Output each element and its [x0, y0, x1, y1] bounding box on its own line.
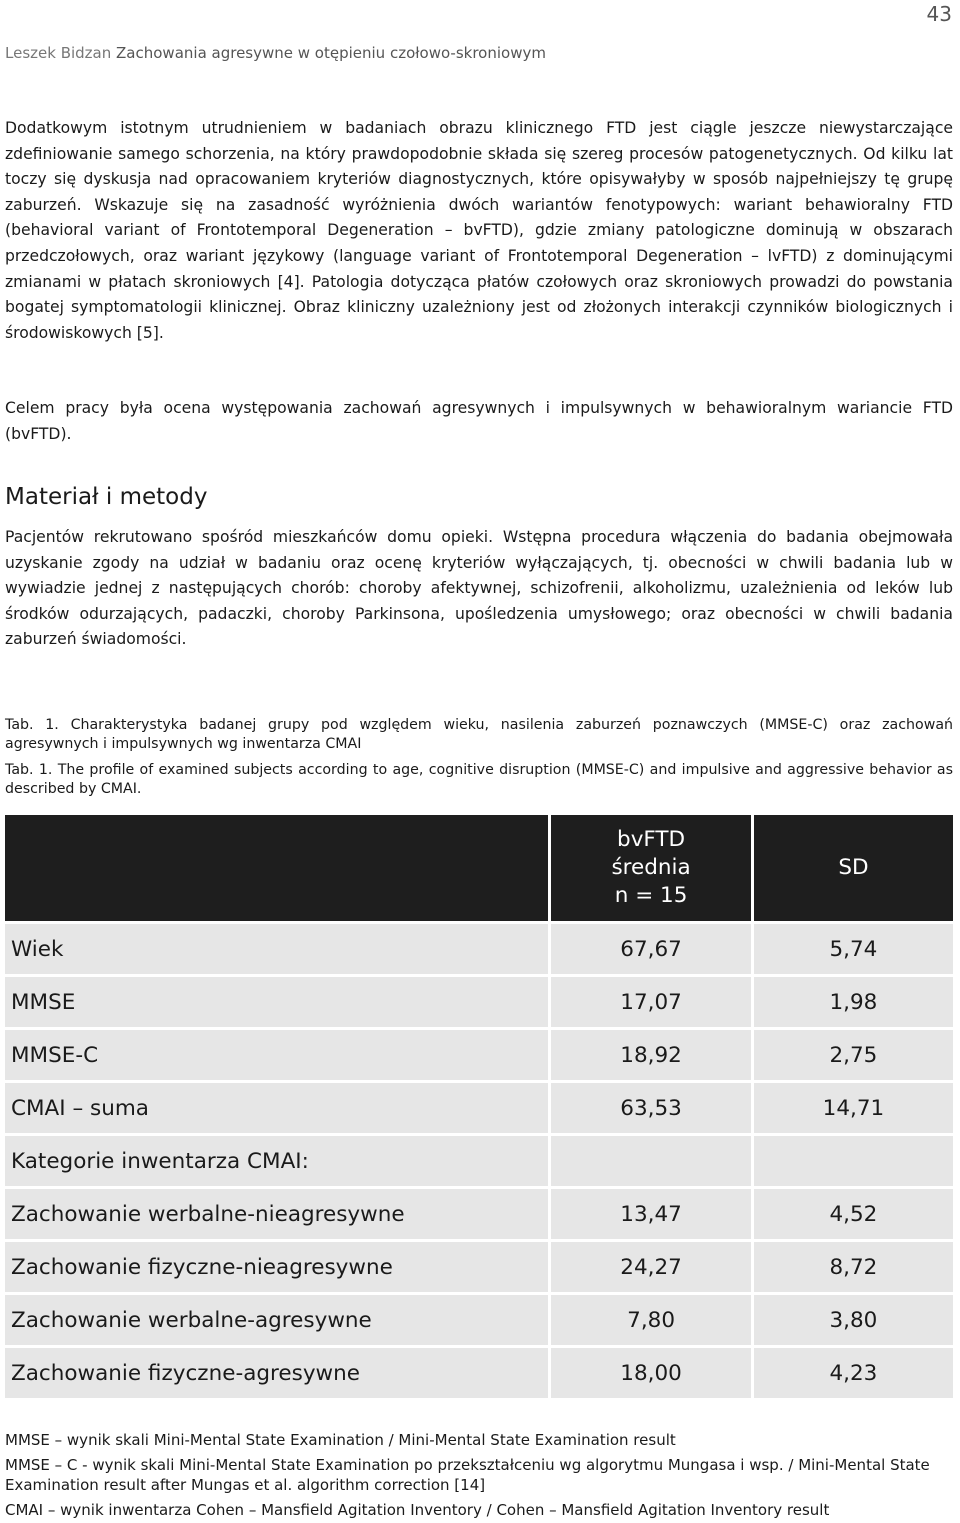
- table-row: [5, 1136, 953, 1186]
- row-label: MMSE-C: [5, 1030, 548, 1080]
- row-sd: 3,80: [751, 1295, 953, 1345]
- header-sd-cell: SD: [751, 815, 953, 921]
- aim-paragraph-block: [5, 396, 953, 447]
- row-sd: 1,98: [751, 977, 953, 1027]
- section-heading-block: [5, 482, 953, 512]
- row-label: Kategorie inwentarza CMAI:: [5, 1136, 548, 1186]
- page-number: 43: [926, 2, 952, 26]
- footnote-2: MMSE – C - wynik skali Mini-Mental State Examination po przekształceniu wg algorytmu Mungasa i wsp. / Mini-Mental State Examination result after Mungas et al. algorithm correction [14]: [5, 1456, 930, 1494]
- header-mean-line-1: bvFTD: [617, 827, 686, 852]
- running-head: [5, 44, 546, 62]
- row-label: Wiek: [5, 924, 548, 974]
- header-mean-line-2: średnia: [611, 855, 691, 880]
- table-caption-en: Tab. 1. The profile of examined subjects according to age, cognitive disruption (MMSE-C) and impulsive and aggressive behavior as described by CMAI.: [5, 762, 953, 797]
- row-sd: 4,23: [751, 1348, 953, 1398]
- table-row: [5, 1242, 953, 1292]
- row-mean: 63,53: [548, 1083, 751, 1133]
- row-sd: [751, 1136, 953, 1186]
- table-row: [5, 1348, 953, 1398]
- row-sd: 4,52: [751, 1189, 953, 1239]
- methods-paragraph-block: [5, 525, 953, 653]
- footnote-1: MMSE – wynik skali Mini-Mental State Examination / Mini-Mental State Examination result: [5, 1431, 676, 1449]
- footnote-3: CMAI – wynik inwentarza Cohen – Mansfield Agitation Inventory / Cohen – Mansfield Agitation Inventory result: [5, 1501, 830, 1519]
- row-sd: 14,71: [751, 1083, 953, 1133]
- row-label: Zachowanie fizyczne-nieagresywne: [5, 1242, 548, 1292]
- row-label: CMAI – suma: [5, 1083, 548, 1133]
- table-row: [5, 1083, 953, 1133]
- paragraph-1: Dodatkowym istotnym utrudnieniem w badaniach obrazu klinicznego FTD jest ciągle jeszcze niewystarczające zdefiniowanie samego schorzenia, na który prawdopodobnie składa się szereg procesów patogenetycznych. Od kilku lat toczy się dyskusja nad opracowaniem kryteriów diagnostycznych, które opisywałyby w sposób najpełniejszy tę grupę zaburzeń. Wskazuje się na zasadność wyróżnienia dwóch wariantów fenotypowych: wariant behawioralny FTD (behavioral variant of Frontotemporal Degeneration – bvFTD), gdzie zmiany patologiczne dominują w obszarach przedczołowych, oraz wariant językowy (language variant of Frontotemporal Degeneration – lvFTD) z dominującymi zmianami w płatach skroniowych [4]. Patologia dotycząca płatów czołowych oraz skroniowych prowadzi do powstania bogatej symptomatologii klinicznej. Obraz kliniczny uzależniony jest od złożonych interakcji czynników biologicznych i środowiskowych [5].: [5, 119, 953, 342]
- header-mean-cell: [548, 815, 751, 921]
- row-label: Zachowanie werbalne-nieagresywne: [5, 1189, 548, 1239]
- row-sd: 5,74: [751, 924, 953, 974]
- row-mean: 67,67: [548, 924, 751, 974]
- row-mean: 18,92: [548, 1030, 751, 1080]
- table-row: [5, 1030, 953, 1080]
- row-mean: 24,27: [548, 1242, 751, 1292]
- header-mean-line-3: n = 15: [614, 883, 688, 908]
- row-sd: 8,72: [751, 1242, 953, 1292]
- row-mean: [548, 1136, 751, 1186]
- header-empty-cell: [5, 815, 548, 921]
- running-head-author: Leszek Bidzan: [5, 44, 112, 62]
- section-heading: Materiał i metody: [5, 484, 208, 510]
- row-label: Zachowanie werbalne-agresywne: [5, 1295, 548, 1345]
- table-row: [5, 924, 953, 974]
- row-label: Zachowanie fizyczne-agresywne: [5, 1348, 548, 1398]
- paragraph-2: Celem pracy była ocena występowania zachowań agresywnych i impulsywnych w behawioralnym wariancie FTD (bvFTD).: [5, 399, 953, 443]
- intro-paragraph-block: [5, 116, 953, 346]
- methods-paragraph: Pacjentów rekrutowano spośród mieszkańców domu opieki. Wstępna procedura włączenia do badania obejmowała uzyskanie zgody na udział w badaniu oraz ocenę kryteriów wyłączających, tj. obecności w chwili badania lub w wywiadzie jednej z następujących chorób: choroby afektywnej, schizofrenii, alkoholizmu, uzależnienia od leków lub środków odurzających, padaczki, choroby Parkinsona, upośledzenia umysłowego; oraz obecności w chwili badania zaburzeń świadomości.: [5, 528, 953, 649]
- row-mean: 18,00: [548, 1348, 751, 1398]
- table-caption-pl-block: [5, 716, 953, 754]
- row-mean: 13,47: [548, 1189, 751, 1239]
- row-label: MMSE: [5, 977, 548, 1027]
- table-row: [5, 977, 953, 1027]
- table-caption-en-block: [5, 761, 953, 799]
- table-row: [5, 1295, 953, 1345]
- row-mean: 7,80: [548, 1295, 751, 1345]
- table-caption-pl: Tab. 1. Charakterystyka badanej grupy pod względem wieku, nasilenia zaburzeń poznawczych (MMSE-C) oraz zachowań agresywnych i impulsywnych wg inwentarza CMAI: [5, 717, 953, 752]
- data-table: [5, 812, 953, 1401]
- row-sd: 2,75: [751, 1030, 953, 1080]
- table-row: [5, 1189, 953, 1239]
- row-mean: 17,07: [548, 977, 751, 1027]
- running-head-title: Zachowania agresywne w otępieniu czołowo-skroniowym: [116, 44, 546, 62]
- table-header-row: [5, 815, 953, 921]
